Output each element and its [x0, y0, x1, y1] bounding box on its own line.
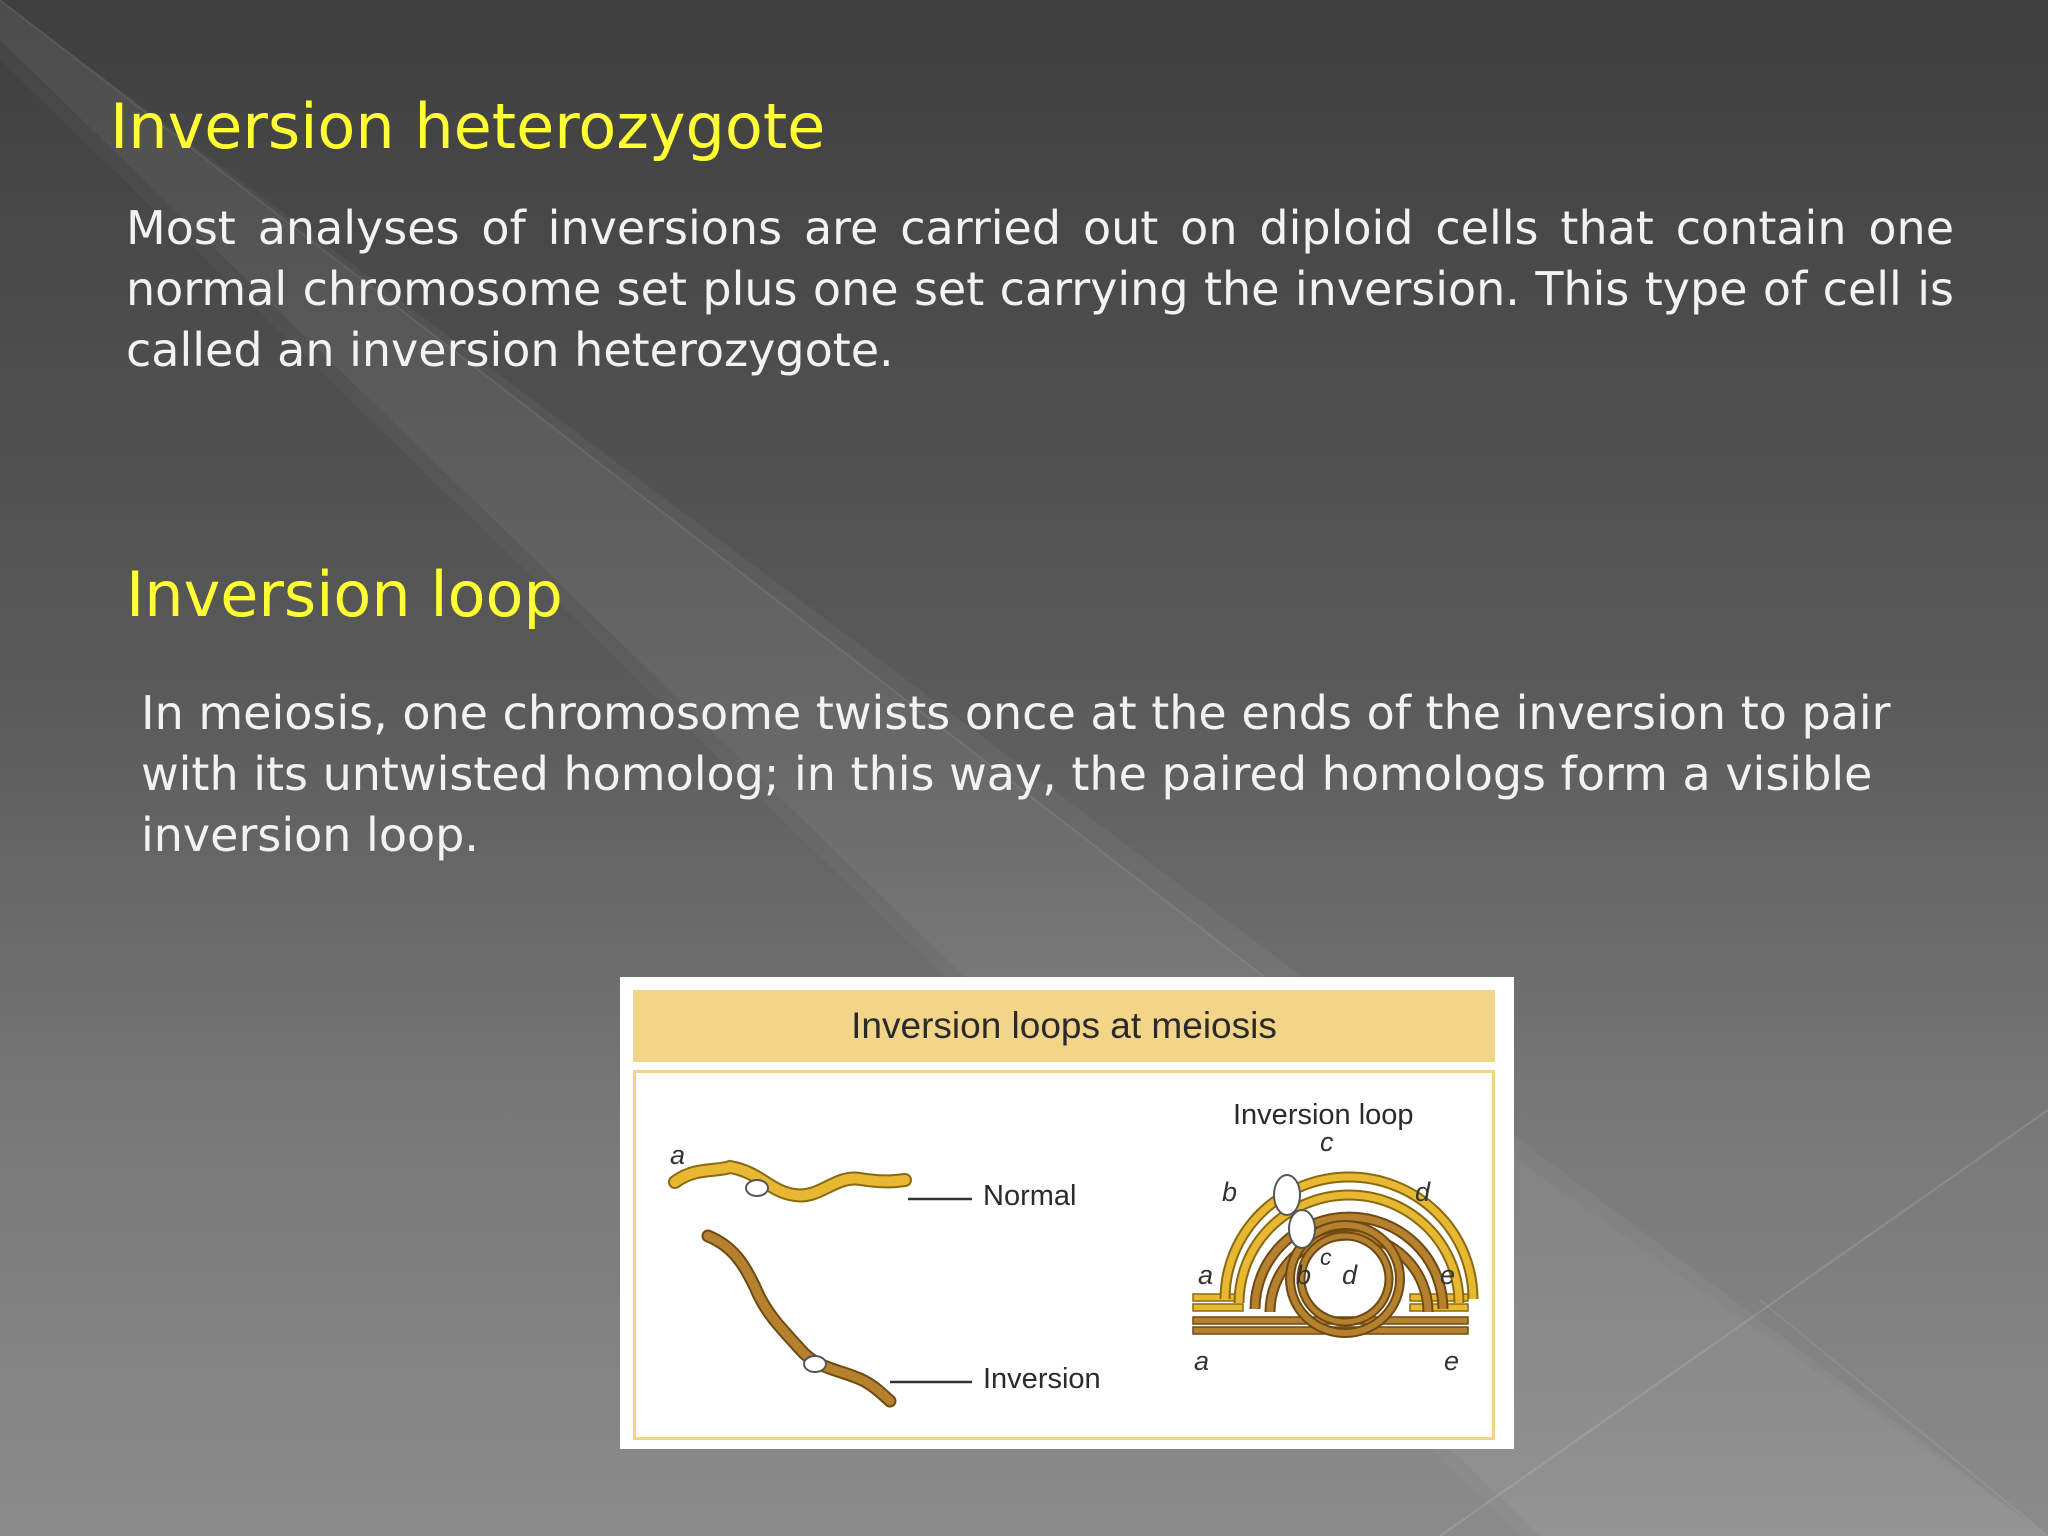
label-normal: Normal: [983, 1180, 1077, 1212]
letter-loop-c-inner: c: [1320, 1244, 1332, 1270]
inversion-centromere: [804, 1356, 826, 1372]
letter-loop-d-outer: d: [1415, 1177, 1431, 1207]
inversion-loop-figure: [620, 977, 1514, 1449]
paragraph-heterozygote: Most analyses of inversions are carried out on diploid cells that contain one normal chromosome set plus one set carrying the inversion. This type of cell is called an inversion heterozygote.: [126, 201, 1954, 377]
letter-loop-e: e: [1440, 1260, 1456, 1290]
letter-loop-b-outer: b: [1222, 1177, 1238, 1207]
normal-centromere: [746, 1180, 768, 1196]
heading-inversion-loop: Inversion loop: [126, 558, 563, 631]
letter-loop-a: a: [1198, 1260, 1214, 1290]
letter-loop-a-bottom: a: [1194, 1346, 1210, 1376]
letter-normal-a: a: [670, 1140, 686, 1170]
label-inversion-loop: Inversion loop: [1233, 1099, 1414, 1131]
letter-loop-e-bottom: e: [1444, 1346, 1460, 1376]
letter-loop-c-top: c: [1320, 1127, 1334, 1157]
heading-inversion-heterozygote: Inversion heterozygote: [110, 90, 826, 163]
figure-title: Inversion loops at meiosis: [633, 990, 1495, 1062]
letter-loop-d-inner: d: [1342, 1260, 1358, 1290]
loop-centromere-upper: [1274, 1175, 1300, 1215]
loop-centromere-lower: [1289, 1210, 1315, 1248]
letter-loop-b-inner: b: [1296, 1260, 1312, 1290]
paragraph-inversion-loop: In meiosis, one chromosome twists once at the ends of the inversion to pair with its untwisted homolog; in this way, the paired homologs form a visible inversion loop.: [141, 686, 1891, 862]
label-inversion: Inversion: [983, 1363, 1101, 1395]
